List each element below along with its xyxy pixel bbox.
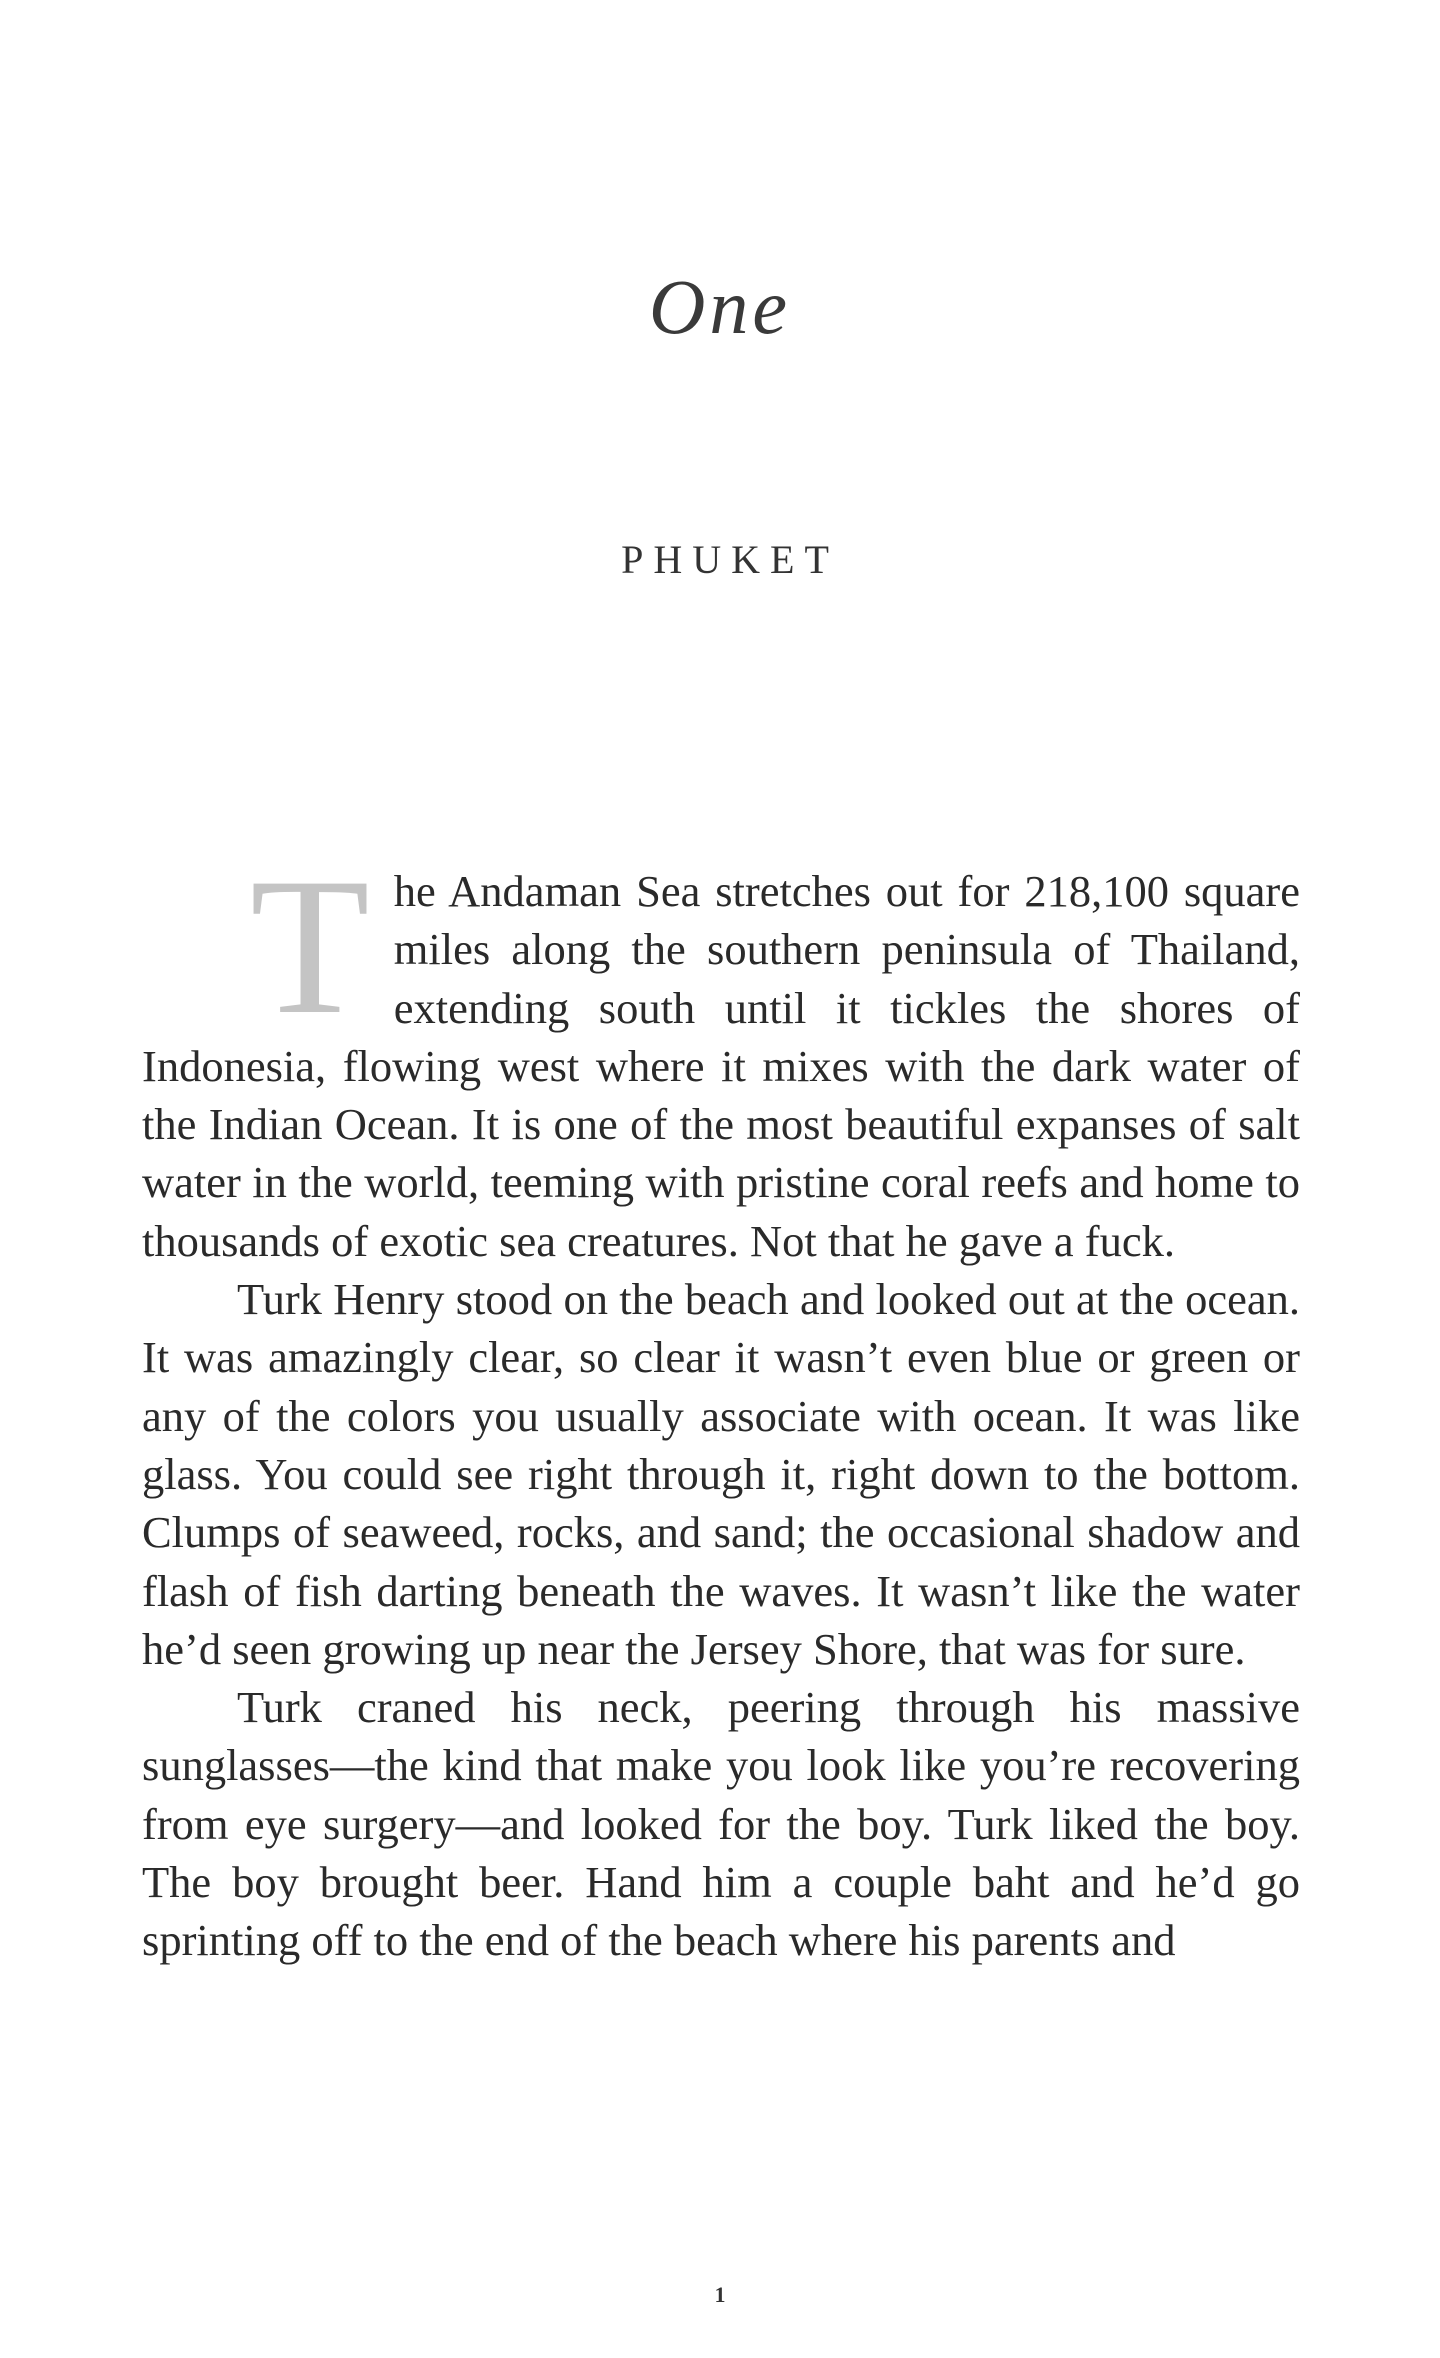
drop-cap: T <box>250 838 370 1055</box>
paragraph-1: he Andaman Sea stretches out for 218,100 square miles along the southern peninsula of Thailand, extending south until it tickles the shores of Indonesia, flowing west where it mixes with the dark water of the Indian Ocean. It is one of the most beautiful expanses of salt water in the world, teeming with pristine coral reefs and home to thousands of exotic sea creatures. Not that he gave a fuck. <box>142 866 1300 1266</box>
paragraph-2: Turk Henry stood on the beach and looked out at the ocean. It was amazingly clear, so clear it wasn’t even blue or green or any of the colors you usually associate with ocean. It was like glass. You could see right through it, right down to the bottom. Clumps of seaweed, rocks, and sand; the occasional shadow and flash of fish darting beneath the waves. It wasn’t like the water he’d seen growing up near the Jersey Shore, that was for sure. <box>142 1274 1300 1674</box>
body-text <box>142 838 1300 1970</box>
paragraph-3: Turk craned his neck, peering through his massive sunglasses—the kind that make you look like you’re recovering from eye surgery—and looked for the boy. Turk liked the boy. The boy brought beer. Hand him a couple baht and he’d go sprinting off to the end of the beach where his parents and <box>142 1682 1300 1966</box>
page-number: 1 <box>714 2282 726 2307</box>
chapter-title: PHUKET <box>621 537 839 582</box>
chapter-number: One <box>649 263 791 350</box>
